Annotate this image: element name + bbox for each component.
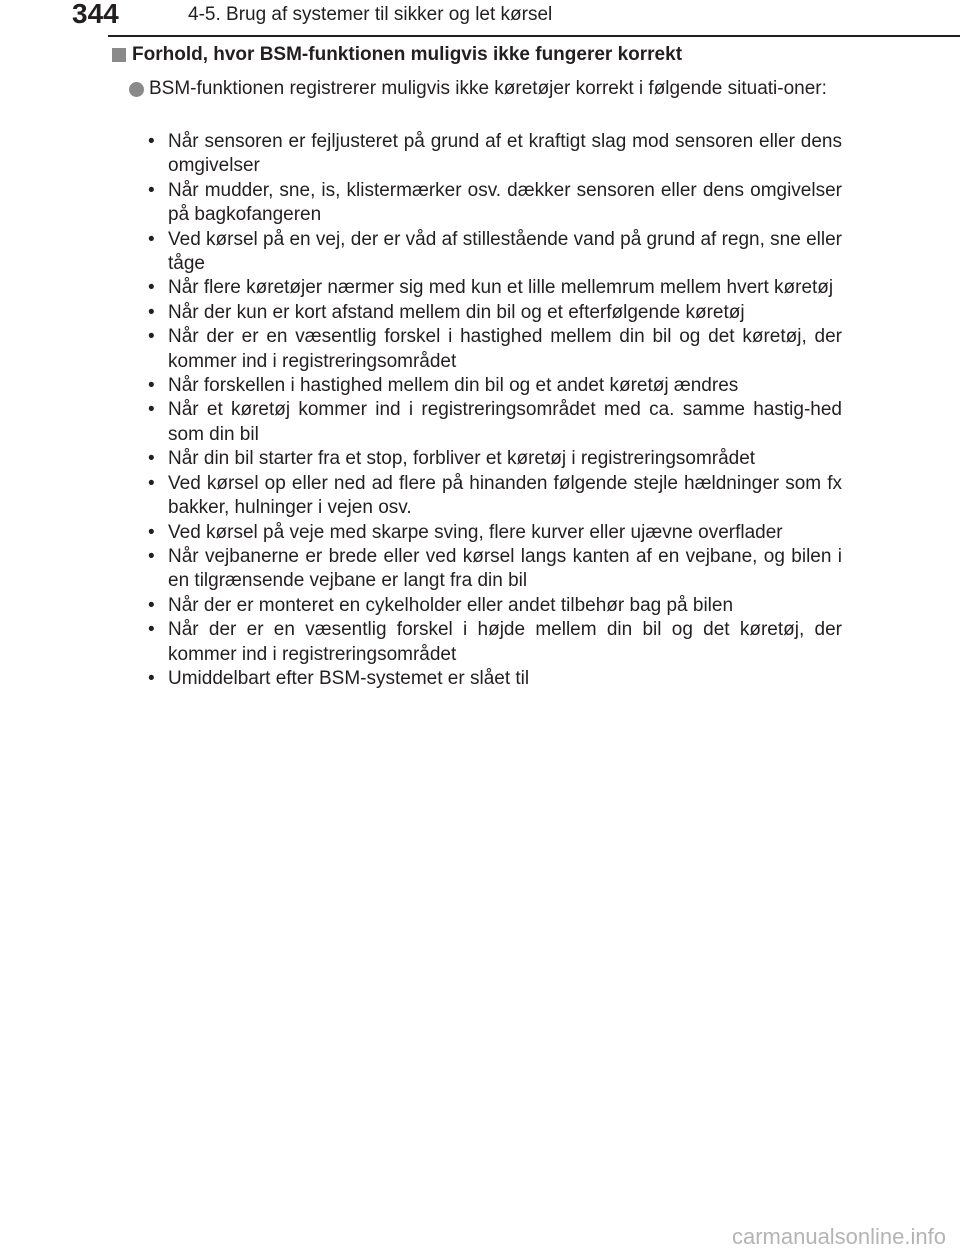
list-item-text: Når sensoren er fejljusteret på grund af et kraftigt slag mod sensoren eller dens omgivelser bbox=[168, 131, 842, 177]
list-item bbox=[146, 325, 842, 374]
list-item-text: Når forskellen i hastighed mellem din bil og et andet køretøj ændres bbox=[168, 375, 739, 397]
bullet-dot-icon: • bbox=[148, 594, 155, 616]
section-heading-text: Forhold, hvor BSM-funktionen muligvis ikke fungerer korrekt bbox=[132, 44, 683, 65]
bullet-dot-icon: • bbox=[148, 472, 155, 494]
list-item bbox=[146, 545, 842, 594]
condition-list bbox=[146, 130, 842, 691]
list-item-text: Når der er en væsentlig forskel i hastighed mellem din bil og det køretøj, der kommer ind i registreringsområdet bbox=[168, 326, 842, 372]
list-item bbox=[146, 594, 842, 618]
bullet-dot-icon: • bbox=[148, 228, 155, 250]
square-bullet-icon bbox=[112, 48, 126, 62]
bullet-dot-icon: • bbox=[148, 277, 155, 299]
list-item bbox=[146, 521, 842, 545]
list-item bbox=[146, 301, 842, 325]
bullet-dot-icon: • bbox=[148, 448, 155, 470]
header-rule bbox=[108, 35, 960, 37]
page-header bbox=[0, 0, 960, 38]
bullet-dot-icon: • bbox=[148, 521, 155, 543]
page-number: 344 bbox=[72, 0, 119, 29]
list-item-text: Ved kørsel på veje med skarpe sving, flere kurver eller ujævne overflader bbox=[168, 521, 783, 543]
list-item-text: Umiddelbart efter BSM-systemet er slået til bbox=[168, 667, 530, 689]
list-item bbox=[146, 179, 842, 228]
list-item-text: Når der er en væsentlig forskel i højde mellem din bil og det køretøj, der kommer ind i registreringsområdet bbox=[168, 619, 842, 665]
intro-text: BSM-funktionen registrerer muligvis ikke køretøjer korrekt i følgende situati-oner: bbox=[149, 78, 827, 99]
list-item bbox=[146, 276, 842, 300]
list-item-text: Ved kørsel op eller ned ad flere på hinanden følgende stejle hældninger som fx bakker, hulninger i vejen osv. bbox=[168, 472, 842, 519]
intro-paragraph bbox=[129, 77, 854, 101]
bullet-dot-icon: • bbox=[148, 326, 155, 348]
bullet-dot-icon: • bbox=[148, 667, 155, 689]
list-item-text: Ved kørsel på en vej, der er våd af stillestående vand på grund af regn, sne eller tåge bbox=[168, 228, 842, 275]
list-item-text: Når et køretøj kommer ind i registreringsområdet med ca. samme hastig-hed som din bil bbox=[168, 399, 842, 445]
list-item bbox=[146, 447, 842, 471]
bullet-dot-icon: • bbox=[148, 545, 155, 567]
bullet-dot-icon: • bbox=[148, 301, 155, 323]
section-heading bbox=[112, 44, 682, 66]
bullet-dot-icon: • bbox=[148, 375, 155, 397]
list-item bbox=[146, 667, 842, 691]
bullet-dot-icon: • bbox=[148, 399, 155, 421]
list-item-text: Når flere køretøjer nærmer sig med kun et lille mellemrum mellem hvert køretøj bbox=[168, 277, 834, 299]
list-item-text: Når din bil starter fra et stop, forbliver et køretøj i registreringsområdet bbox=[168, 448, 756, 470]
watermark: carmanualsonline.info bbox=[731, 1224, 946, 1249]
bullet-dot-icon: • bbox=[148, 619, 155, 641]
list-item-text: Når vejbanerne er brede eller ved kørsel langs kanten af en vejbane, og bilen i en tilgrænsende vejbane er langt fra din bil bbox=[168, 545, 842, 592]
list-item-text: Når mudder, sne, is, klistermærker osv. dækker sensoren eller dens omgivelser på bagkofangeren bbox=[168, 179, 842, 226]
list-item-text: Når der kun er kort afstand mellem din bil og et efterfølgende køretøj bbox=[168, 301, 745, 323]
list-item-text: Når der er monteret en cykelholder eller andet tilbehør bag på bilen bbox=[168, 594, 734, 616]
list-item bbox=[146, 374, 842, 398]
circle-bullet-icon bbox=[129, 82, 144, 97]
bullet-dot-icon: • bbox=[148, 131, 155, 152]
chapter-title: 4-5. Brug af systemer til sikker og let kørsel bbox=[188, 4, 553, 25]
list-item bbox=[146, 228, 842, 277]
list-item bbox=[146, 130, 842, 179]
list-item bbox=[146, 398, 842, 447]
bullet-dot-icon: • bbox=[148, 179, 155, 201]
list-item bbox=[146, 472, 842, 521]
list-item bbox=[146, 618, 842, 667]
